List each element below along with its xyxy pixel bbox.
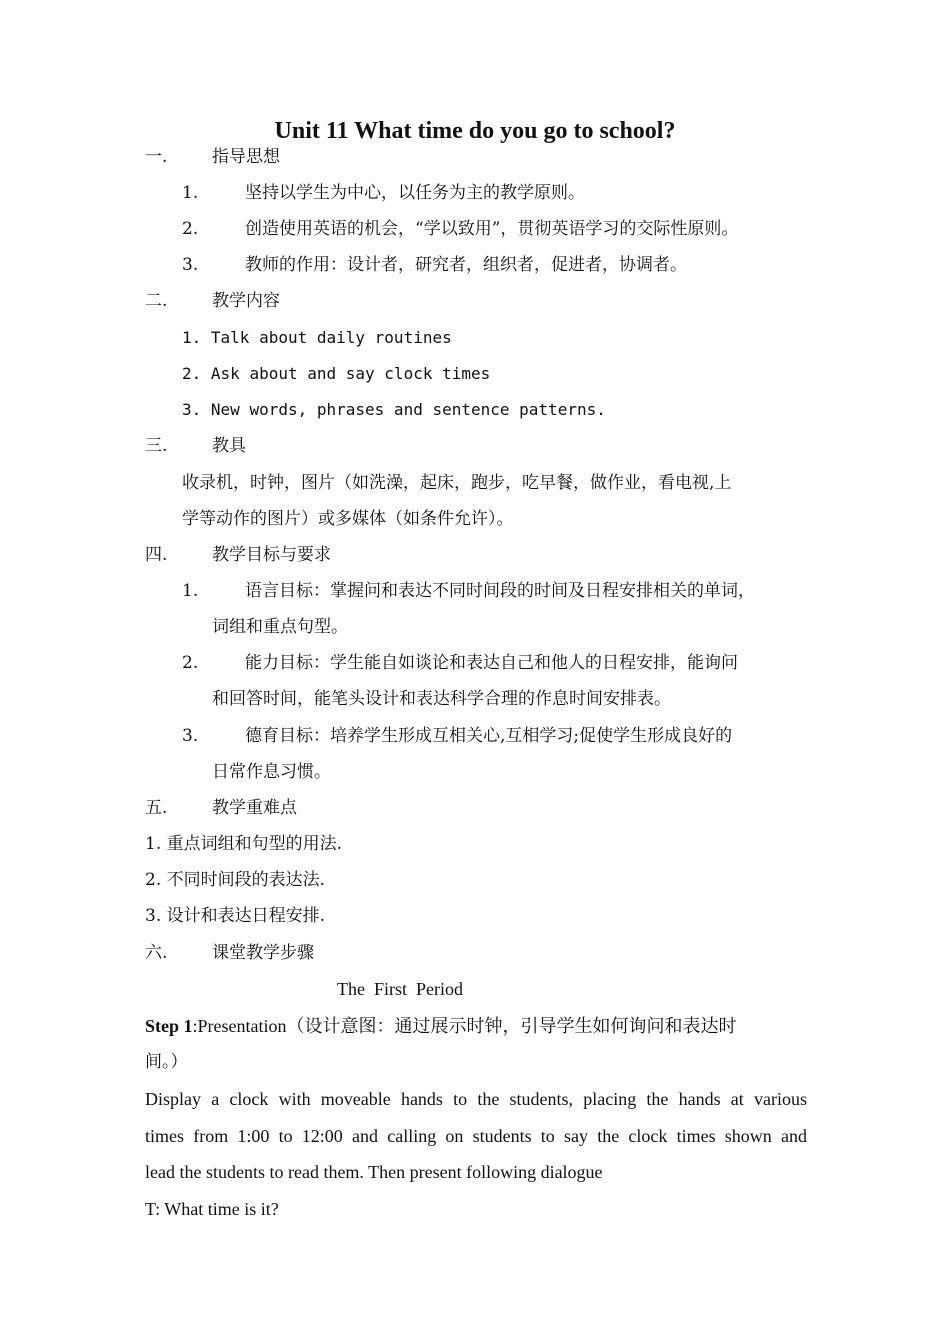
s1-item-1-text: 坚持以学生为中心，以任务为主的教学原则。 (245, 183, 585, 203)
section-4-number: 四. (145, 545, 168, 565)
period-title: The First Period (337, 979, 463, 999)
section-3-number: 三. (145, 436, 168, 456)
s4-item-1-line-1: 语言目标：掌握问和表达不同时间段的时间及日程安排相关的单词， (245, 581, 755, 601)
step-1-label: Step 1 (145, 1016, 193, 1036)
s2-item-3-number: 3. (182, 400, 202, 419)
s2-item-3 (182, 399, 606, 421)
s1-item-2-number: 2. (182, 219, 199, 239)
s1-item-3-text: 教师的作用：设计者，研究者，组织者，促进者，协调者。 (245, 255, 687, 275)
s4-item-3-number: 3. (182, 726, 199, 746)
s5-item-2 (145, 869, 325, 891)
s2-item-2-text: Ask about and say clock times (210, 364, 491, 383)
s2-item-2-number: 2. (182, 364, 202, 383)
section-1-heading: 指导思想 (212, 147, 280, 167)
s4-item-1-line-2: 词组和重点句型。 (212, 617, 348, 637)
s4-item-2-number: 2. (182, 653, 199, 673)
s5-item-1-number: 1. (145, 834, 162, 854)
s2-item-1 (182, 327, 452, 349)
paragraph-line-3: lead the students to read them. Then present following dialogue (145, 1162, 603, 1182)
s4-item-3-line-1: 德育目标：培养学生形成互相关心,互相学习;促使学生形成良好的 (245, 726, 733, 746)
s5-item-3-text: 设计和表达日程安排. (166, 906, 326, 926)
section-2-number: 二. (145, 291, 168, 311)
s1-item-1-number: 1. (182, 183, 199, 203)
section-5-number: 五. (145, 798, 168, 818)
s5-item-3-number: 3. (145, 906, 162, 926)
section-3-heading: 教具 (212, 436, 246, 456)
paragraph-line-1: Display a clock with moveable hands to the students, placing the hands at various (145, 1089, 807, 1109)
s1-item-2-text: 创造使用英语的机会，“学以致用”，贯彻英语学习的交际性原则。 (245, 219, 739, 239)
s3-line-2: 学等动作的图片）或多媒体（如条件允许）。 (182, 509, 514, 529)
s2-item-1-number: 1. (182, 328, 202, 347)
s5-item-1 (145, 833, 342, 855)
s5-item-2-number: 2. (145, 870, 162, 890)
paragraph-line-2: times from 1:00 to 12:00 and calling on students to say the clock times shown and (145, 1126, 807, 1146)
section-5-heading: 教学重难点 (212, 798, 297, 818)
section-6-number: 六. (145, 943, 168, 963)
s5-item-2-text: 不同时间段的表达法. (166, 870, 326, 890)
s2-item-2 (182, 363, 490, 385)
s4-item-1-number: 1. (182, 581, 199, 601)
section-4-heading: 教学目标与要求 (212, 545, 331, 565)
s1-item-3-number: 3. (182, 255, 199, 275)
document-title: Unit 11 What time do you go to school? (274, 118, 676, 144)
s4-item-2-line-1: 能力目标：学生能自如谈论和表达自己和他人的日程安排，能询问 (245, 653, 738, 673)
section-6-heading: 课堂教学步骤 (212, 943, 314, 963)
s4-item-3-line-2: 日常作息习惯。 (212, 762, 331, 782)
dialogue-line: T: What time is it? (145, 1199, 279, 1219)
section-2-heading: 教学内容 (212, 291, 280, 311)
s3-line-1: 收录机，时钟，图片（如洗澡，起床，跑步，吃早餐，做作业，看电视,上 (182, 473, 732, 493)
s2-item-1-text: Talk about daily routines (210, 328, 452, 347)
step-1-line-2: 间。） (145, 1052, 188, 1072)
s5-item-1-text: 重点词组和句型的用法. (166, 834, 343, 854)
section-1-number: 一. (145, 147, 168, 167)
s2-item-3-text: New words, phrases and sentence patterns. (210, 400, 606, 419)
step-1-heading (145, 1015, 737, 1037)
step-1-rest: :Presentation（设计意图：通过展示时钟，引导学生如何询问和表达时 (192, 1016, 737, 1036)
s5-item-3 (145, 905, 325, 927)
s4-item-2-line-2: 和回答时间，能笔头设计和表达科学合理的作息时间安排表。 (212, 689, 671, 709)
